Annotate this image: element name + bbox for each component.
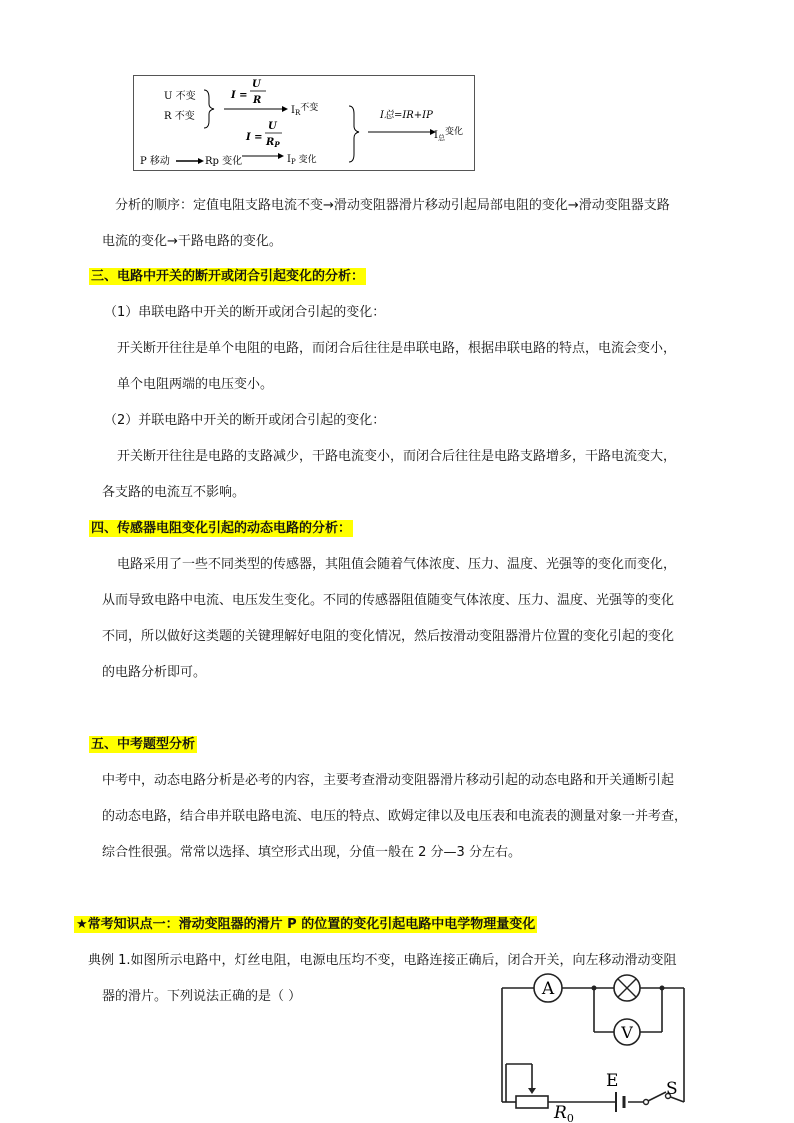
ammeter-label: A: [541, 979, 555, 999]
example1-line1: 典例 1.如图所示电路中，灯丝电阻，电源电压均不变，电路连接正确后，闭合开关，向左移动滑动变阻: [88, 953, 677, 968]
ip-label: $I_P$ 变化: [287, 154, 317, 166]
section4-heading: 四、传感器电阻变化引起的动态电路的分析：: [91, 521, 352, 536]
s3-item2-heading: （2）并联电路中开关的断开或闭合引起的变化：: [104, 413, 386, 428]
s5-line1: 中考中，动态电路分析是必考的内容，主要考查滑动变阻器滑片移动引起的动态电路和开关通断引起: [102, 773, 675, 788]
circuit-svg: [496, 968, 696, 1123]
ir-label: $I_R$不变: [291, 103, 319, 117]
s3-item1-heading: （1）串联电路中开关的断开或闭合引起的变化：: [104, 305, 386, 320]
s5-line3: 综合性很强。常常以选择、填空形式出现，分值一般在 2 分—3 分左右。: [102, 845, 521, 860]
total-equation: I总=IR+IP: [380, 110, 433, 121]
u-constant-label: U 不变: [164, 91, 196, 102]
section3-heading: 三、电路中开关的断开或闭合引起变化的分析：: [91, 269, 365, 284]
formula2-i: I =: [246, 132, 263, 143]
s3-item1-line1: 开关断开往往是单个电阻的电路，而闭合后往往是串联电路，根据串联电路的特点，电流会变小，: [117, 341, 677, 356]
s4-line2: 从而导致电路中电流、电压发生变化。不同的传感器阻值随变气体浓度、压力、温度、光强等的变化: [102, 593, 675, 608]
formula2-den: $R_P$: [266, 137, 280, 149]
right-brace-icon: [349, 106, 359, 162]
battery-label: E: [606, 1071, 619, 1091]
arrow1-head-icon: [282, 106, 288, 112]
s3-item1-line2: 单个电阻两端的电压变小。: [117, 377, 274, 392]
circuit-diagram: [496, 968, 696, 1123]
example1-line2: 器的滑片。下列说法正确的是（ ）: [102, 989, 302, 1004]
junction-dot: [592, 986, 597, 991]
s3-item2-line2: 各支路的电流互不影响。: [102, 485, 246, 500]
junction-dot: [660, 986, 665, 991]
voltmeter-label: V: [621, 1023, 633, 1042]
slider-arrow-icon: [528, 1088, 536, 1094]
switch-label: S: [666, 1079, 678, 1099]
arrow3-head-icon: [278, 153, 284, 159]
p-move-label: P 移动: [140, 156, 170, 167]
s4-line3: 不同，所以做好这类题的关键理解好电阻的变化情况，然后按滑动变阻器滑片位置的变化引起的变化: [102, 629, 675, 644]
formula1-i: I =: [231, 90, 248, 101]
left-brace-icon: [204, 90, 214, 128]
formula1-num: U: [252, 79, 261, 90]
switch-contact-icon: [644, 1100, 649, 1105]
analysis-order-line2: 电流的变化→干路电路的变化。: [102, 234, 282, 249]
s4-line1: 电路采用了一些不同类型的传感器，其阻值会随着气体浓度、压力、温度、光强等的变化而变化，: [117, 557, 677, 572]
s3-item2-line1: 开关断开往往是电路的支路减少，干路电流变小，而闭合后往往是电路支路增多，干路电流变大，: [117, 449, 677, 464]
resistor-label: $R_0$: [554, 1103, 574, 1123]
total-label: $I_总$变化: [434, 127, 463, 142]
rp-change-label: Rp 变化: [205, 156, 243, 167]
formula2-num: U: [268, 121, 277, 132]
knowledge-point-heading: ★常考知识点一：滑动变阻器的滑片 P 的位置的变化引起电路中电学物理量变化: [76, 917, 536, 932]
r-constant-label: R 不变: [164, 111, 195, 122]
section5-heading: 五、中考题型分析: [91, 737, 196, 752]
flow-diagram-svg: [134, 76, 474, 170]
s4-line4: 的电路分析即可。: [102, 665, 207, 680]
s5-line2: 的动态电路，结合串并联电路电流、电压的特点、欧姆定律以及电压表和电流表的测量对象一并考查，: [102, 809, 688, 824]
arrow2-head-icon: [198, 158, 204, 164]
analysis-order-line1: 分析的顺序：定值电阻支路电流不变→滑动变阻器滑片移动引起局部电阻的变化→滑动变阻器支路: [115, 198, 670, 213]
analysis-flow-diagram: [133, 75, 475, 171]
formula1-den: R: [253, 95, 262, 106]
